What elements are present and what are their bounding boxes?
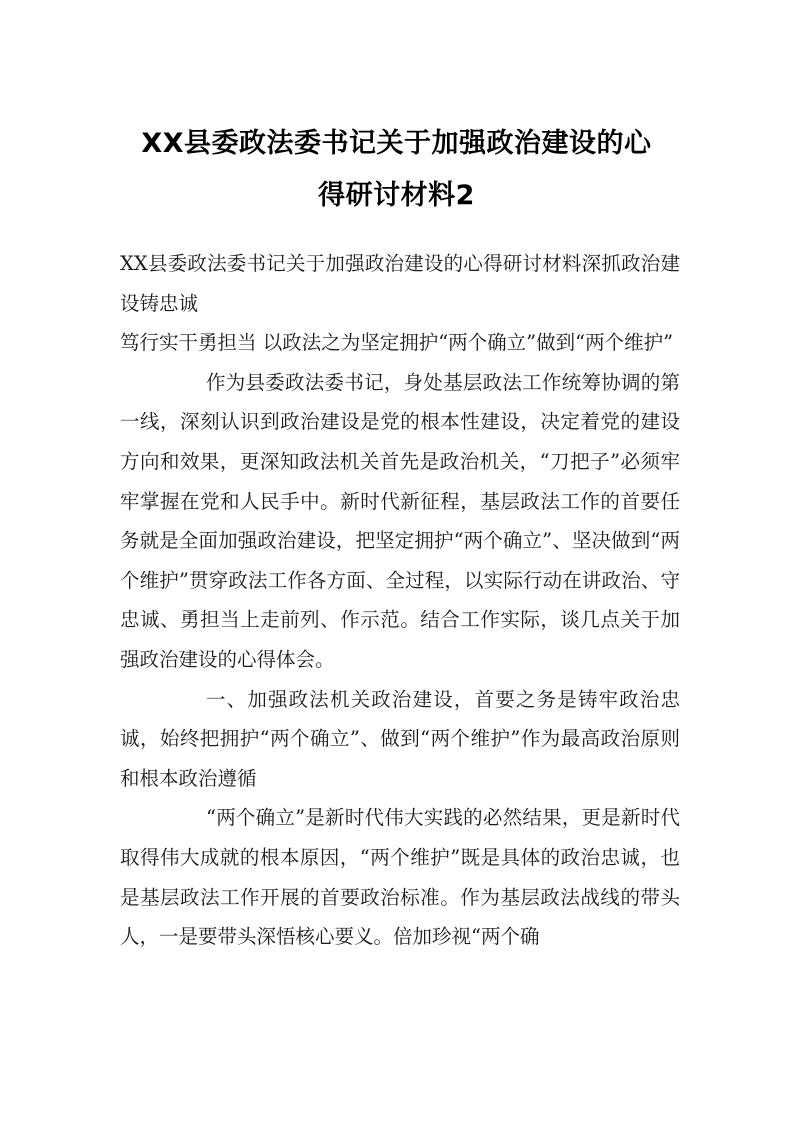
document-body	[120, 244, 680, 957]
body-paragraph-section-1-text: “两个确立”是新时代伟大实践的必然结果，更是新时代取得伟大成就的根本原因，“两个维护”既是具体的政治忠诚，也是基层政法工作开展的首要政治标准。作为基层政法战线的带头人，一是要带头深悟核心要义。倍加珍视“两个确	[120, 806, 680, 949]
document-title-line-2: 得研讨材料2	[318, 180, 475, 211]
body-paragraph-subtitle: 笃行实干勇担当 以政法之为坚定拥护“两个确立”做到“两个维护”	[120, 331, 674, 355]
body-paragraph-preface: 作为县委政法委书记，身处基层政法工作统筹协调的第一线，深刻认识到政治建设是党的根本性建设，决定着党的建设方向和效果，更深知政法机关首先是政治机关，“刀把子”必须牢牢掌握在党和人民手中。新时代新征程，基层政法工作的首要任务就是全面加强政治建设，把坚定拥护“两个确立”、坚决做到“两个维护”贯穿政法工作各方面、全过程，以实际行动在讲政治、守忠诚、勇担当上走前列、作示范。结合工作实际，谈几点关于加强政治建设的心得体会。	[120, 370, 680, 671]
body-paragraph-intro: XX县委政法委书记关于加强政治建设的心得研讨材料深抓政治建设铸忠诚	[120, 252, 680, 315]
body-paragraph-section-heading-1: 一、加强政法机关政治建设，首要之务是铸牢政治忠诚，始终把拥护“两个确立”、做到“两个维护”作为最高政治原则和根本政治遵循	[120, 687, 680, 790]
document-title-line-1: XX县委政法委书记关于加强政治建设的心	[141, 128, 652, 159]
